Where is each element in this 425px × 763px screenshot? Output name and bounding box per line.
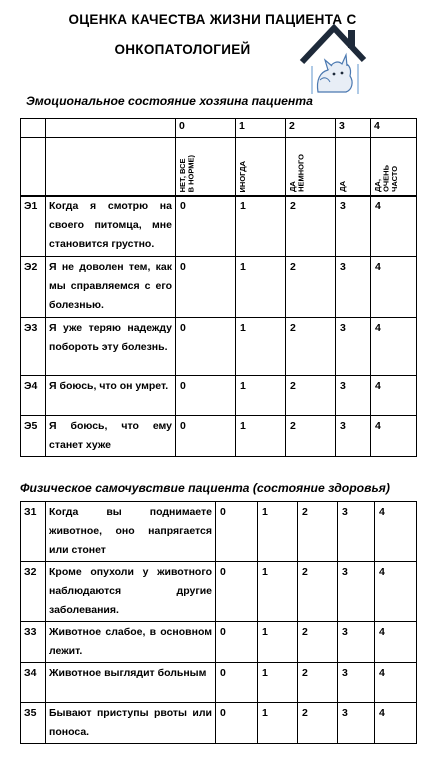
question-text: Бывают приступы рвоты или поноса. bbox=[46, 703, 216, 744]
question-text: Я боюсь, что он умрет. bbox=[46, 376, 176, 416]
section-heading-physical: Физическое самочувствие пациента (состояние здоровья) bbox=[20, 481, 390, 495]
score-cell[interactable]: 1 bbox=[258, 622, 298, 663]
scale-number: 4 bbox=[371, 119, 417, 138]
score-cell[interactable]: 3 bbox=[338, 562, 375, 622]
score-cell[interactable]: 0 bbox=[216, 622, 258, 663]
question-text: Я боюсь, что ему станет хуже bbox=[46, 416, 176, 457]
question-code: З1 bbox=[21, 502, 46, 562]
score-cell[interactable]: 2 bbox=[298, 703, 338, 744]
question-code: Э3 bbox=[21, 318, 46, 376]
question-text: Когда я смотрю на своего питомца, мне становится грустно. bbox=[46, 196, 176, 257]
question-code: Э5 bbox=[21, 416, 46, 457]
score-cell[interactable]: 0 bbox=[216, 562, 258, 622]
question-code: З5 bbox=[21, 703, 46, 744]
score-cell[interactable]: 3 bbox=[336, 257, 371, 318]
score-cell[interactable]: 1 bbox=[258, 663, 298, 703]
section-heading-emotional: Эмоциональное состояние хозяина пациента bbox=[26, 94, 313, 108]
question-row bbox=[21, 376, 417, 416]
score-cell[interactable]: 2 bbox=[298, 622, 338, 663]
question-code: Э2 bbox=[21, 257, 46, 318]
physical-questions-table bbox=[20, 501, 417, 744]
score-cell[interactable]: 4 bbox=[371, 196, 417, 257]
score-cell[interactable]: 2 bbox=[298, 562, 338, 622]
score-cell[interactable]: 1 bbox=[236, 196, 286, 257]
score-cell[interactable]: 2 bbox=[298, 663, 338, 703]
score-cell[interactable]: 1 bbox=[236, 376, 286, 416]
score-cell[interactable]: 0 bbox=[216, 502, 258, 562]
score-cell[interactable]: 1 bbox=[258, 502, 298, 562]
score-cell[interactable]: 0 bbox=[176, 318, 236, 376]
score-cell[interactable]: 3 bbox=[336, 318, 371, 376]
house-pet-logo-icon bbox=[298, 22, 370, 96]
score-cell[interactable]: 4 bbox=[375, 622, 417, 663]
question-text: Когда вы поднимаете животное, оно напрягается или стонет bbox=[46, 502, 216, 562]
score-cell[interactable]: 4 bbox=[375, 502, 417, 562]
question-text: Я уже теряю надежду побороть эту болезнь. bbox=[46, 318, 176, 376]
question-text: Кроме опухоли у животного наблюдаются другие заболевания. bbox=[46, 562, 216, 622]
scale-number: 0 bbox=[176, 119, 236, 138]
question-text: Я не доволен тем, как мы справляемся с его болезнью. bbox=[46, 257, 176, 318]
score-cell[interactable]: 0 bbox=[176, 257, 236, 318]
question-code: Э1 bbox=[21, 196, 46, 257]
score-cell[interactable]: 3 bbox=[338, 622, 375, 663]
scale-label: ИНОГДА bbox=[238, 160, 247, 192]
score-cell[interactable]: 2 bbox=[286, 257, 336, 318]
score-cell[interactable]: 0 bbox=[216, 703, 258, 744]
score-cell[interactable]: 3 bbox=[338, 502, 375, 562]
score-cell[interactable]: 1 bbox=[258, 562, 298, 622]
scale-header-table bbox=[20, 118, 417, 197]
scale-number: 1 bbox=[236, 119, 286, 138]
score-cell[interactable]: 2 bbox=[286, 416, 336, 457]
scale-number: 3 bbox=[336, 119, 371, 138]
question-row bbox=[21, 196, 417, 257]
score-cell[interactable]: 4 bbox=[371, 416, 417, 457]
score-cell[interactable]: 3 bbox=[336, 416, 371, 457]
score-cell[interactable]: 0 bbox=[176, 376, 236, 416]
question-code: З4 bbox=[21, 663, 46, 703]
score-cell[interactable]: 3 bbox=[336, 196, 371, 257]
score-cell[interactable]: 4 bbox=[375, 663, 417, 703]
score-cell[interactable]: 4 bbox=[371, 376, 417, 416]
score-cell[interactable]: 3 bbox=[338, 663, 375, 703]
question-row bbox=[21, 318, 417, 376]
score-cell[interactable]: 1 bbox=[258, 703, 298, 744]
score-cell[interactable]: 4 bbox=[375, 562, 417, 622]
score-cell[interactable]: 2 bbox=[286, 376, 336, 416]
question-row bbox=[21, 622, 417, 663]
scale-label: ДА, ОЧЕНЬ ЧАСТО bbox=[373, 165, 399, 192]
question-row bbox=[21, 663, 417, 703]
scale-label: ДА bbox=[338, 181, 347, 192]
score-cell[interactable]: 0 bbox=[176, 416, 236, 457]
question-row bbox=[21, 416, 417, 457]
score-cell[interactable]: 2 bbox=[286, 318, 336, 376]
emotional-questions-table bbox=[20, 195, 417, 457]
question-text: Животное выглядит больным bbox=[46, 663, 216, 703]
scale-label: НЕТ, ВСЕ В НОРМЕ) bbox=[178, 154, 196, 192]
question-row bbox=[21, 562, 417, 622]
question-code: З3 bbox=[21, 622, 46, 663]
question-row bbox=[21, 257, 417, 318]
question-row bbox=[21, 502, 417, 562]
score-cell[interactable]: 1 bbox=[236, 416, 286, 457]
scale-label: ДА НЕМНОГО bbox=[288, 154, 306, 192]
score-cell[interactable]: 4 bbox=[375, 703, 417, 744]
score-cell[interactable]: 1 bbox=[236, 318, 286, 376]
question-code: Э4 bbox=[21, 376, 46, 416]
score-cell[interactable]: 2 bbox=[298, 502, 338, 562]
score-cell[interactable]: 4 bbox=[371, 257, 417, 318]
question-row bbox=[21, 703, 417, 744]
question-text: Животное слабое, в основном лежит. bbox=[46, 622, 216, 663]
score-cell[interactable]: 2 bbox=[286, 196, 336, 257]
question-code: З2 bbox=[21, 562, 46, 622]
page-title-line1: ОЦЕНКА КАЧЕСТВА ЖИЗНИ ПАЦИЕНТА С bbox=[68, 12, 357, 27]
score-cell[interactable]: 0 bbox=[216, 663, 258, 703]
page-title-line2: ОНКОПАТОЛОГИЕЙ bbox=[114, 42, 251, 57]
score-cell[interactable]: 3 bbox=[336, 376, 371, 416]
score-cell[interactable]: 1 bbox=[236, 257, 286, 318]
scale-number: 2 bbox=[286, 119, 336, 138]
score-cell[interactable]: 0 bbox=[176, 196, 236, 257]
score-cell[interactable]: 4 bbox=[371, 318, 417, 376]
score-cell[interactable]: 3 bbox=[338, 703, 375, 744]
